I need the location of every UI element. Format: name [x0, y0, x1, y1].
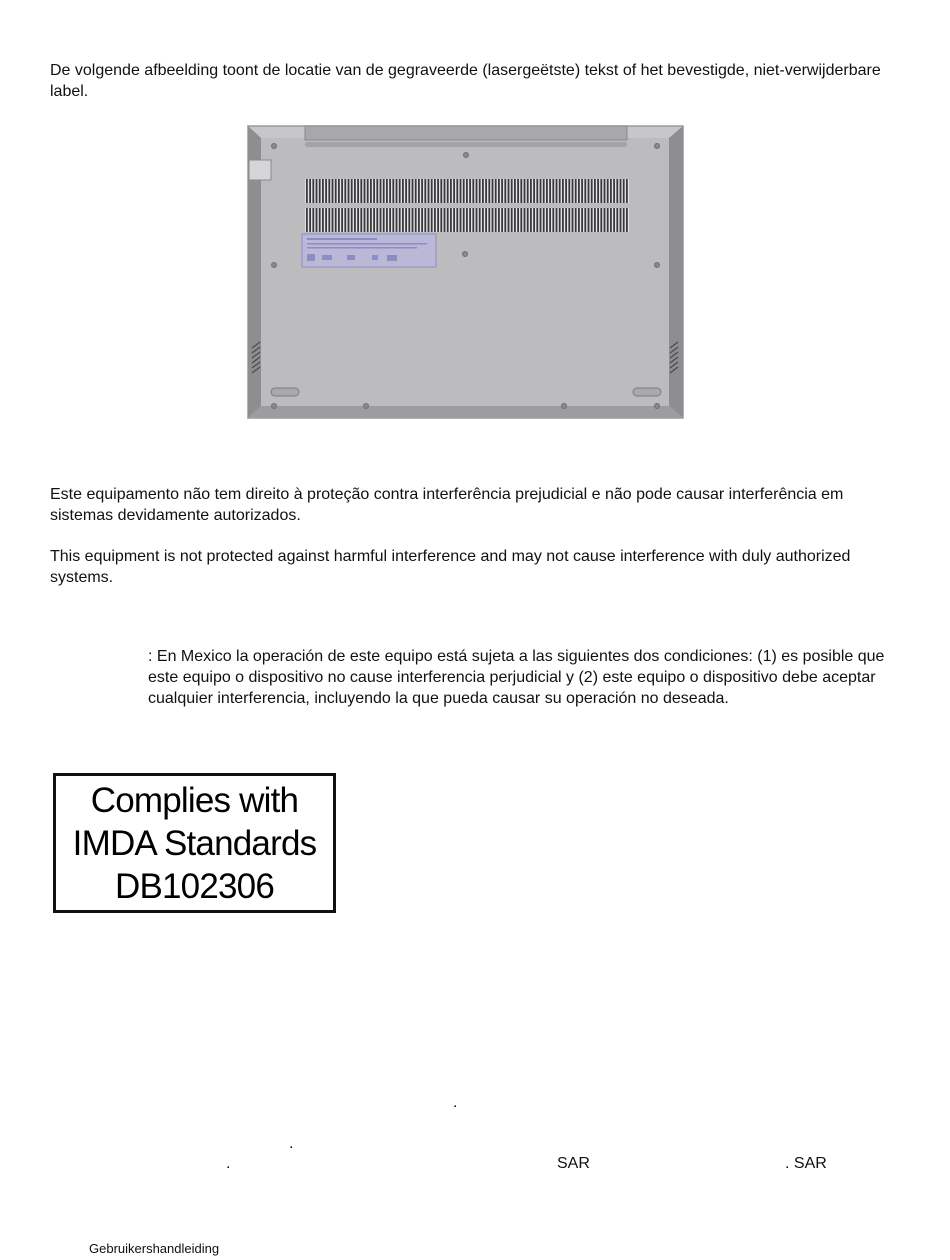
vent-slot [552, 179, 554, 203]
vent-slot [581, 179, 583, 203]
vent-slot [386, 179, 388, 203]
vent-slot [572, 208, 574, 232]
vent-slot [517, 179, 519, 203]
vent-slot [466, 208, 468, 232]
mexico-notice: : En Mexico la operación de este equipo está sujeta a las siguientes dos condiciones: (1) es posible que este equipo o dispositivo no cause interferencia perjudicial y (2) este equipo o dispositivo debe aceptar cualquier interferencia, incluyendo la que pueda causar su operación no deseada. [148, 648, 885, 707]
vent-slot [482, 208, 484, 232]
vent-slot [520, 208, 522, 232]
vent-slot [335, 208, 337, 232]
vent-slot [316, 208, 318, 232]
vent-slot [364, 208, 366, 232]
vent-slot [520, 179, 522, 203]
vent-slot [373, 179, 375, 203]
vent-slot [578, 208, 580, 232]
vent-slot [597, 208, 599, 232]
vent-slot [575, 179, 577, 203]
vent-slot [402, 208, 404, 232]
vent-slot [383, 179, 385, 203]
bottom-edge [248, 406, 683, 418]
vent-slot [607, 179, 609, 203]
vent-slot [322, 208, 324, 232]
vent-slot [623, 179, 625, 203]
vent-slot [405, 208, 407, 232]
vent-slot [504, 179, 506, 203]
vent-slot [485, 179, 487, 203]
vent-slot [508, 179, 510, 203]
vent-slot [412, 179, 414, 203]
vent-slot [431, 208, 433, 232]
vent-slot [325, 208, 327, 232]
vent-slot [591, 208, 593, 232]
vent-slot [572, 179, 574, 203]
vent-slot [453, 208, 455, 232]
vent-slot [402, 179, 404, 203]
vent-slot [309, 208, 311, 232]
vent-slot [312, 208, 314, 232]
vent-slot [472, 208, 474, 232]
vent-slot [386, 208, 388, 232]
vent-slot [306, 179, 308, 203]
vent-slot [360, 179, 362, 203]
vent-slot [530, 179, 532, 203]
imda-line-standards: IMDA Standards [72, 824, 317, 863]
vent-slot [453, 179, 455, 203]
vent-slot [328, 208, 330, 232]
vent-slot [565, 179, 567, 203]
vent-slot [338, 179, 340, 203]
vent-slot [626, 208, 628, 232]
vent-slot [552, 208, 554, 232]
vent-slot [415, 179, 417, 203]
vent-slot [431, 179, 433, 203]
rubber-foot-left [271, 388, 299, 396]
vent-slot [492, 208, 494, 232]
vent-slot [447, 179, 449, 203]
vent-slot [626, 179, 628, 203]
fragment-sar: . SAR [785, 1155, 827, 1172]
vent-slot [344, 208, 346, 232]
bottom-panel [261, 138, 669, 406]
vent-slot [559, 179, 561, 203]
vent-slot [476, 179, 478, 203]
vent-slot [581, 208, 583, 232]
vent-slot [341, 179, 343, 203]
vent-slot [488, 208, 490, 232]
vent-slot [543, 179, 545, 203]
vent-slot [620, 179, 622, 203]
vent-slot [492, 179, 494, 203]
vent-slot [335, 179, 337, 203]
vent-slot [463, 208, 465, 232]
vent-slot [396, 179, 398, 203]
vent-slot [440, 179, 442, 203]
vent-slot [604, 179, 606, 203]
vent-slot [408, 208, 410, 232]
vent-slot [450, 208, 452, 232]
vent-slot [623, 208, 625, 232]
rubber-foot-right [633, 388, 661, 396]
vent-slot [584, 179, 586, 203]
vent-slot [360, 208, 362, 232]
vent-slot [536, 179, 538, 203]
vent-slot [559, 208, 561, 232]
vent-slot [380, 208, 382, 232]
vent-slot [428, 208, 430, 232]
laptop-bottom-view-illustration [247, 124, 684, 420]
vent-slot [399, 179, 401, 203]
vent-slot [456, 179, 458, 203]
vent-slot [418, 208, 420, 232]
vent-slot [588, 179, 590, 203]
vent-slot [469, 179, 471, 203]
vent-slot [514, 179, 516, 203]
vent-slot [549, 179, 551, 203]
vent-slot [546, 179, 548, 203]
vent-slot [508, 208, 510, 232]
vent-slot [367, 208, 369, 232]
vent-slot [328, 179, 330, 203]
vent-slot [424, 179, 426, 203]
vent-slot [536, 208, 538, 232]
vent-slot [383, 208, 385, 232]
vent-slot [399, 208, 401, 232]
vent-slot [460, 208, 462, 232]
vent-slot [469, 208, 471, 232]
fragment-dot: . [453, 1094, 458, 1111]
vent-slot [370, 179, 372, 203]
vent-slot [588, 208, 590, 232]
vent-slot [533, 179, 535, 203]
vent-slot [501, 208, 503, 232]
vent-slot [437, 208, 439, 232]
vent-slot [504, 208, 506, 232]
vent-slot [316, 179, 318, 203]
vent-slot [396, 208, 398, 232]
vent-slot [524, 179, 526, 203]
vent-slot [533, 208, 535, 232]
vent-slot [389, 179, 391, 203]
vent-slot [556, 179, 558, 203]
vent-slot [319, 208, 321, 232]
vent-slot [325, 179, 327, 203]
vent-slot [597, 179, 599, 203]
vent-slot [434, 179, 436, 203]
hinge-strip [305, 142, 627, 147]
vent-slot [440, 208, 442, 232]
vent-slot [306, 208, 308, 232]
imda-line-number: DB102306 [114, 867, 274, 906]
vent-slot [389, 208, 391, 232]
vent-slot [607, 208, 609, 232]
vent-slot [354, 179, 356, 203]
vent-slot [460, 179, 462, 203]
vent-slot [546, 208, 548, 232]
vent-slot [437, 179, 439, 203]
vent-slot [354, 208, 356, 232]
vent-slot [476, 208, 478, 232]
vent-slot [511, 208, 513, 232]
vent-slot [450, 179, 452, 203]
vent-slot [562, 179, 564, 203]
vent-slot [332, 179, 334, 203]
vent-slot [616, 208, 618, 232]
vent-slot [344, 179, 346, 203]
vent-slot [568, 208, 570, 232]
vent-slot [357, 208, 359, 232]
vent-slot [466, 179, 468, 203]
vent-slot [348, 208, 350, 232]
vent-slot [543, 208, 545, 232]
vent-slot [392, 179, 394, 203]
vent-slot [364, 179, 366, 203]
vent-slot [495, 179, 497, 203]
side-port [249, 160, 271, 180]
vent-slot [498, 179, 500, 203]
vent-slot [511, 179, 513, 203]
vent-slot [485, 208, 487, 232]
vent-slot [524, 208, 526, 232]
vent-slot [376, 179, 378, 203]
vent-slot [472, 179, 474, 203]
vent-slot [575, 208, 577, 232]
vent-slot [332, 208, 334, 232]
vent-slot [376, 208, 378, 232]
vent-slot [348, 179, 350, 203]
vent-slot [341, 208, 343, 232]
fragment-sar: SAR [557, 1155, 590, 1172]
vent-slot [351, 208, 353, 232]
vent-slot [405, 179, 407, 203]
fragment-dot: . [289, 1135, 294, 1152]
vent-slot [370, 208, 372, 232]
imda-line-complies: Complies with [90, 781, 299, 820]
vent-slot [488, 179, 490, 203]
vent-slot [322, 179, 324, 203]
vent-slot [482, 179, 484, 203]
vent-slot [392, 208, 394, 232]
vent-slot [424, 208, 426, 232]
intro-paragraph: De volgende afbeelding toont de locatie van de gegraveerde (lasergeëtste) tekst of het bevestigde, niet-verwijderbare label. [50, 62, 881, 100]
vent-slot [591, 179, 593, 203]
vent-slot [514, 208, 516, 232]
vent-slot [456, 208, 458, 232]
vent-slot [415, 208, 417, 232]
vent-slot [578, 179, 580, 203]
vent-slot [412, 208, 414, 232]
vent-slot [309, 179, 311, 203]
vent-slot [527, 179, 529, 203]
vent-slot [549, 208, 551, 232]
footer-document-title: Gebruikershandleiding [89, 1241, 220, 1256]
vent-slot [562, 208, 564, 232]
brazil-notice-english: This equipment is not protected against harmful interference and may not cause interference with duly authorized systems. [50, 548, 851, 586]
fragment-dot: . [226, 1155, 231, 1172]
vent-slot [610, 179, 612, 203]
vent-slot [540, 208, 542, 232]
vent-slot [594, 208, 596, 232]
vent-slot [498, 208, 500, 232]
vent-slot [418, 179, 420, 203]
vent-slot [501, 179, 503, 203]
vent-slot [568, 179, 570, 203]
vent-slot [540, 179, 542, 203]
vent-slot [434, 208, 436, 232]
vent-slot [613, 179, 615, 203]
vent-slot [556, 208, 558, 232]
vent-slot [447, 208, 449, 232]
vent-slot [408, 179, 410, 203]
vent-slot [428, 179, 430, 203]
vent-slot [620, 208, 622, 232]
vent-slot [421, 208, 423, 232]
vent-slot [380, 179, 382, 203]
vent-slot [594, 179, 596, 203]
vent-slot [610, 208, 612, 232]
vent-slot [373, 208, 375, 232]
imda-compliance-label [53, 773, 336, 913]
vent-slot [530, 208, 532, 232]
vent-slot [357, 179, 359, 203]
vent-slot [604, 208, 606, 232]
hinge [305, 126, 627, 140]
vent-slot [421, 179, 423, 203]
vent-slot [565, 208, 567, 232]
vent-slot [600, 179, 602, 203]
vent-slot [463, 179, 465, 203]
vent-slot [367, 179, 369, 203]
vent-slot [495, 208, 497, 232]
vent-slot [319, 179, 321, 203]
brazil-notice-portuguese: Este equipamento não tem direito à proteção contra interferência prejudicial e não pode causar interferência em sistemas devidamente autorizados. [50, 486, 844, 524]
vent-slot [479, 179, 481, 203]
vent-slot [517, 208, 519, 232]
vent-slot [600, 208, 602, 232]
vent-slot [584, 208, 586, 232]
vent-slot [613, 208, 615, 232]
vent-slot [527, 208, 529, 232]
vent-slot [444, 179, 446, 203]
vent-slot [312, 179, 314, 203]
vent-slot [444, 208, 446, 232]
vent-slot [351, 179, 353, 203]
vent-slot [616, 179, 618, 203]
right-edge-shadow [669, 126, 683, 418]
vent-slot [479, 208, 481, 232]
vent-slot [338, 208, 340, 232]
